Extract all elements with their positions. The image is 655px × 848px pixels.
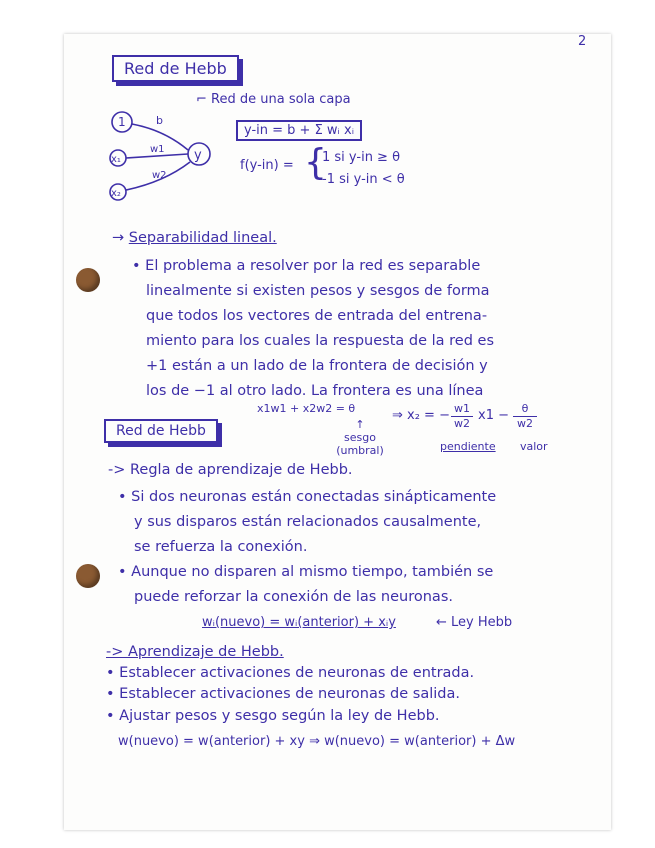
title-red-de-hebb: Red de Hebb [112,55,239,82]
hebb-rule: wᵢ(nuevo) = wᵢ(anterior) + xᵢy [202,615,396,630]
node-one-label: 1 [118,115,126,129]
regla-heading: -> Regla de aprendizaje de Hebb. [108,462,353,478]
node-x2-label: x₂ [111,188,121,199]
activation-brace: { [304,142,327,183]
regla-b2-line-1: • Aunque no disparen al mismo tiempo, también se [118,564,494,580]
regla-b1-line-1: • Si dos neuronas están conectadas sinápticamente [118,489,497,505]
regla-b1-line-2: y sus disparos están relacionados causalmente, [134,514,482,530]
page-number: 2 [578,34,587,49]
formula-y-in: y-in = b + Σ wᵢ xᵢ [236,120,362,141]
separabilidad-line-5: +1 están a un lado de la frontera de decisión y [146,358,488,374]
aprendizaje-item-2: • Establecer activaciones de neuronas de salida. [106,686,460,702]
frontier-eq-mid: x1 − [478,408,509,423]
edge-w1-label: w1 [150,144,165,155]
aprendizaje-item-1: • Establecer activaciones de neuronas de entrada. [106,665,475,681]
regla-b1-line-3: se refuerza la conexión. [134,539,308,555]
title-red-de-hebb-2: Red de Hebb [104,419,218,443]
activation-case1: 1 si y-in ≥ θ [322,150,401,165]
activation-lhs: f(y-in) = [240,158,294,173]
hebb-rule-tag: ← Ley Hebb [436,615,513,630]
frontier-eq-right-start: ⇒ x₂ = − [392,408,450,423]
subtitle-una-sola-capa: ⌐ Red de una sola capa [196,92,351,107]
binder-hole-bottom [76,564,100,588]
frontier-eq-left: x1w1 + x2w2 = θ [257,402,356,415]
regla-b2-line-2: puede reforzar la conexión de las neuronas. [134,589,453,605]
separabilidad-line-1: • El problema a resolver por la red es separable [132,258,481,274]
separabilidad-line-2: linealmente si existen pesos y sesgos de forma [146,283,490,299]
separabilidad-line-3: que todos los vectores de entrada del entrena- [146,308,488,324]
aprendizaje-heading: -> Aprendizaje de Hebb. [106,644,284,660]
separabilidad-heading: → Separabilidad lineal. [112,230,277,246]
separabilidad-line-4: miento para los cuales la respuesta de la red es [146,333,494,349]
aprendizaje-item-3: • Ajustar pesos y sesgo según la ley de Hebb. [106,708,440,724]
valor-label: valor [520,440,548,453]
separabilidad-line-6: los de −1 al otro lado. La frontera es una línea [146,383,484,399]
node-x1-label: x₁ [111,154,121,165]
activation-case2: -1 si y-in < θ [322,172,405,187]
sesgo-umbral-label: ↑ sesgo (umbral) [336,418,384,457]
network-diagram [104,108,226,204]
pendiente-label: pendiente [440,440,496,453]
frac-slope: w1 w2 [450,402,474,431]
binder-hole-top [76,268,100,292]
edge-b-label: b [156,114,163,127]
aprendizaje-final-eq: w(nuevo) = w(anterior) + xy ⇒ w(nuevo) = w(anterior) + Δw [118,734,516,749]
node-y-label: y [194,148,202,163]
frac-intercept: θ w2 [512,402,538,431]
edge-w2-label: w2 [152,170,167,181]
